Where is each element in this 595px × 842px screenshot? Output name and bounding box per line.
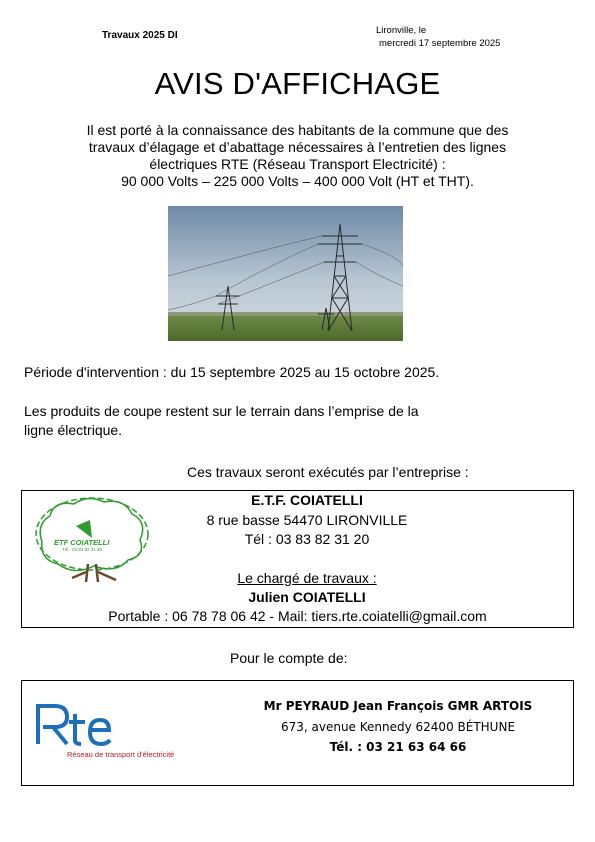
cut-products-note xyxy=(24,402,504,440)
client-address: 673, avenue Kennedy 62400 BÉTHUNE xyxy=(280,720,516,734)
cut-line: Les produits de coupe restent sur le terrain dans l’emprise de la xyxy=(24,403,419,419)
intro-line: travaux d’élagage et d’abattage nécessaires à l’entretien des lignes xyxy=(88,139,507,155)
cut-line: ligne électrique. xyxy=(24,422,123,438)
contractor-contacts: Portable : 06 78 78 06 42 - Mail: tiers.rte.coiatelli@gmail.com xyxy=(108,608,487,624)
rte-logo xyxy=(35,700,115,753)
intro-line: Il est porté à la connaissance des habitants de la commune que des xyxy=(86,122,509,138)
place-label: Lironville, le xyxy=(376,25,427,36)
intro-line: 90 000 Volts – 225 000 Volts – 400 000 Volt (HT et THT). xyxy=(121,173,474,189)
manager-name: Julien COIATELLI xyxy=(248,589,366,605)
date-label: mercredi 17 septembre 2025 xyxy=(379,38,501,49)
manager-label: Le chargé de travaux : xyxy=(237,570,377,586)
on-behalf-label: Pour le compte de: xyxy=(230,650,348,666)
contractor-name: E.T.F. COIATELLI xyxy=(251,492,363,508)
date-block xyxy=(376,24,500,50)
etf-logo xyxy=(32,494,150,586)
intervention-period: Période d'intervention : du 15 septembre 2025 au 15 octobre 2025. xyxy=(24,364,440,380)
etf-logo-phone: Tél : 03 83 82 31 20 xyxy=(62,547,103,552)
etf-logo-text: ETF COIATELLI xyxy=(54,538,110,547)
client-phone: Tél. : 03 21 63 64 66 xyxy=(329,740,467,754)
contractor-phone: Tél : 03 83 82 31 20 xyxy=(244,531,370,547)
page-title: AVIS D'AFFICHAGE xyxy=(154,66,441,101)
contractor-address: 8 rue basse 54470 LIRONVILLE xyxy=(206,512,408,528)
reference-label: Travaux 2025 DI xyxy=(102,30,178,41)
executed-by-label: Ces travaux seront exécutés par l’entreprise : xyxy=(187,464,469,480)
intro-paragraph xyxy=(40,122,555,190)
intro-line: électriques RTE (Réseau Transport Electricité) : xyxy=(149,156,446,172)
client-name: Mr PEYRAUD Jean François GMR ARTOIS xyxy=(263,699,533,713)
power-lines-photo xyxy=(168,206,403,341)
rte-caption: Réseau de transport d'électricité xyxy=(67,750,175,759)
